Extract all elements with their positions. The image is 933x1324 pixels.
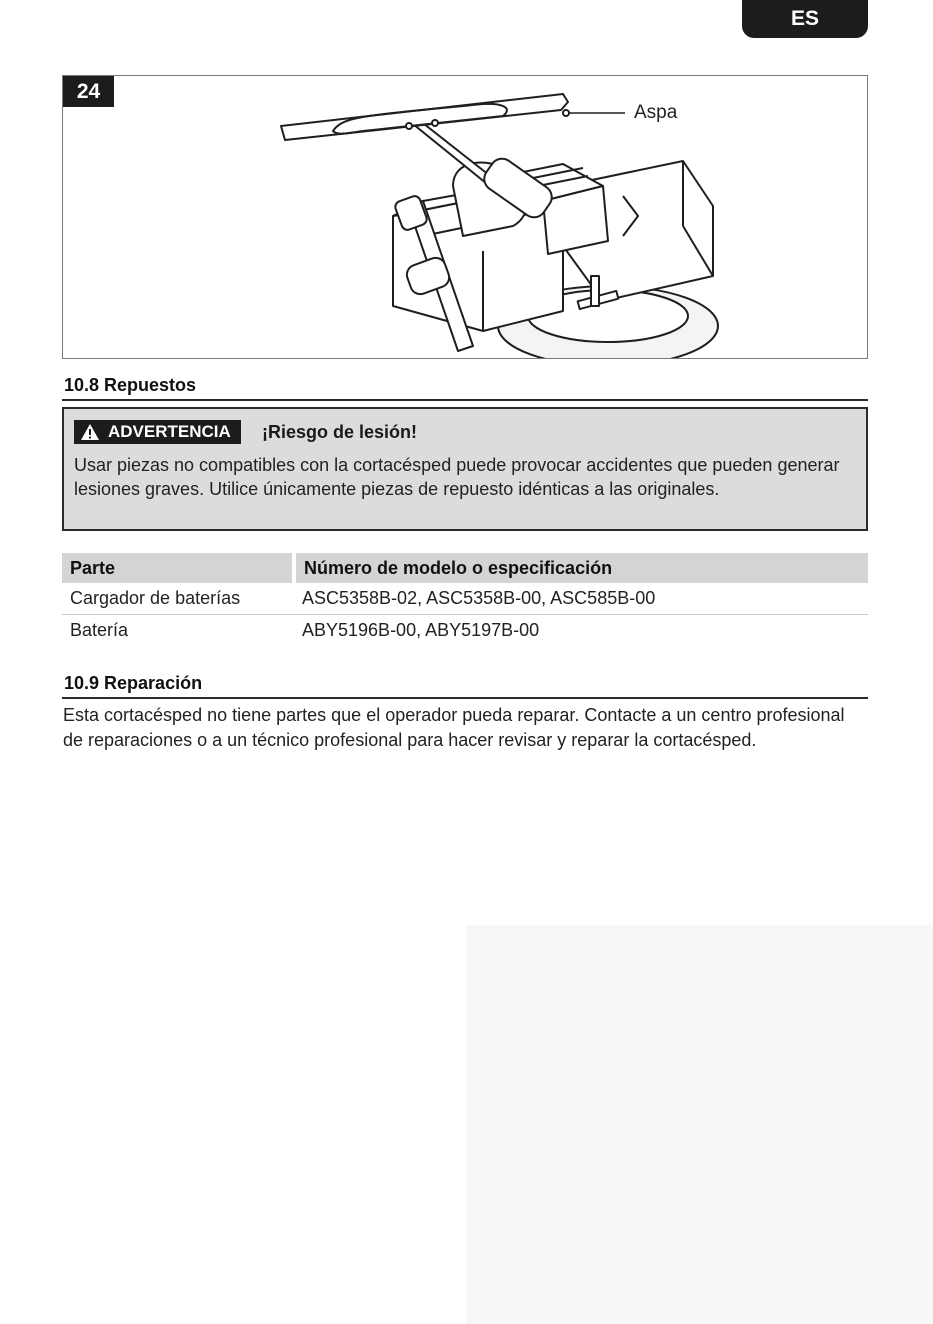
table-header-row [62, 553, 868, 583]
figure-number: 24 [63, 76, 114, 107]
section-title-reparacion: 10.9 Reparación [64, 673, 203, 693]
section-rule [62, 697, 868, 699]
callout-label-blade: Aspa [634, 102, 678, 123]
table-header-part: Parte [62, 553, 294, 583]
table-row [62, 583, 868, 615]
table-row [62, 615, 868, 647]
warning-triangle-icon [80, 423, 100, 441]
table-cell-part: Batería [70, 620, 129, 640]
table-cell-model: ABY5196B-00, ABY5197B-00 [302, 620, 540, 640]
section-rule [62, 399, 868, 401]
warning-badge-label: ADVERTENCIA [108, 422, 231, 441]
table-cell-model: ASC5358B-02, ASC5358B-00, ASC585B-00 [294, 583, 868, 615]
table-header-model: Número de modelo o especificación [294, 553, 868, 583]
warning-badge [74, 420, 241, 444]
warning-heading: ¡Riesgo de lesión! [262, 422, 418, 442]
repair-paragraph: Esta cortacésped no tiene partes que el operador pueda reparar. Contacte a un centro profesional de reparaciones o a un técnico profesional para hacer revisar y reparar la cortacésped. [63, 705, 845, 750]
figure-24 [62, 75, 868, 359]
language-tab: ES [742, 0, 868, 38]
replacement-parts-table [62, 553, 868, 646]
blade-in-vise-illustration [63, 76, 868, 359]
warning-text: Usar piezas no compatibles con la cortacésped puede provocar accidentes que pueden generar lesiones graves. Utilice únicamente piezas de repuesto idénticas a las originales. [74, 455, 840, 499]
background-panel [466, 925, 933, 1324]
table-cell-part: Cargador de baterías [62, 583, 294, 615]
warning-box [62, 407, 868, 531]
section-title-repuestos: 10.8 Repuestos [64, 375, 197, 395]
